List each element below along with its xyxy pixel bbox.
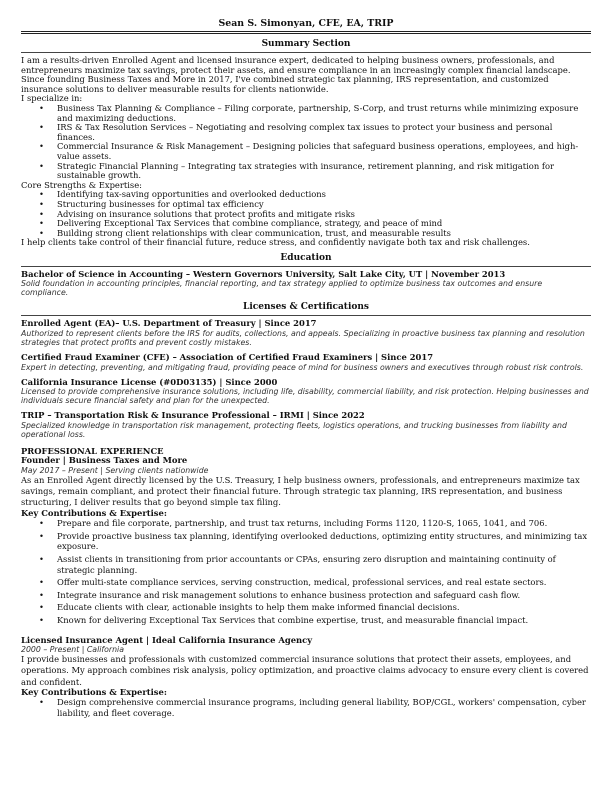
education-divider: [21, 266, 591, 267]
license-note: Expert in detecting, preventing, and mitigating fraud, providing peace of mind for business owners and executives through robust risk controls.: [21, 362, 584, 372]
summary-intro: I am a results-driven Enrolled Agent and licensed insurance expert, dedicated to helping business owners, professionals, and entrepreneurs maximize tax savings, protect their assets, and ensure compliance in an increasingly complex financial landscape. Since founding Business Taxes and More in 2017, I've combined strategic tax planning, IRS representation, and customized insurance solutions to deliver measurable results for clients nationwide.: [21, 55, 571, 94]
contrib-list: [21, 697, 591, 718]
contrib-list: [21, 518, 591, 625]
license-note: Specialized knowledge in transportation risk management, protecting fleets, logistics operations, and trucking businesses from liability and operational loss.: [21, 420, 567, 439]
license-heading: TRIP – Transportation Risk & Insurance Professional – IRMI | Since 2022: [21, 410, 365, 421]
licenses-divider: [21, 315, 591, 316]
job-description: I provide businesses and professionals with customized commercial insurance solutions that protect their assets, employees, and operations. My approach combines risk analysis, policy optimization, and proactive claims advocacy to ensure every client is covered and confident.: [21, 654, 589, 687]
strengths-list: [21, 190, 591, 238]
specialize-list: [21, 104, 591, 181]
list-item: • Commercial Insurance & Risk Management – Designing policies that safeguard business operations, employees, and high-value assets.: [57, 142, 591, 161]
license-heading: California Insurance License (#0D03135) | Since 2000: [21, 376, 278, 387]
specialize-label: I specialize in:: [21, 93, 83, 104]
list-item: • Educate clients with clear, actionable insights to help them make informed financial decisions.: [57, 602, 591, 613]
license-note: Authorized to represent clients before the IRS for audits, collections, and appeals. Specializing in proactive business tax planning and resolution strategies that protect profits and prevent costly mistakes.: [21, 329, 585, 348]
summary-divider: [21, 52, 591, 53]
job-entry: [21, 456, 591, 625]
list-item: • Prepare and file corporate, partnership, and trust tax returns, including Forms 1120, 1120-S, 1065, 1041, and 706.: [57, 518, 591, 529]
degree-heading: Bachelor of Science in Accounting – Western Governors University, Salt Lake City, UT | November 2013: [21, 268, 506, 279]
license-item: [21, 353, 591, 372]
list-item: • Advising on insurance solutions that protect profits and mitigate risks: [57, 210, 591, 220]
education-section-title: Education: [280, 252, 332, 263]
strengths-label: Core Strengths & Expertise:: [21, 179, 143, 190]
job-entry: [21, 636, 591, 719]
job-description: As an Enrolled Agent directly licensed by the U.S. Treasury, I help business owners, professionals, and entrepreneurs maximize tax savings, remain compliant, and protect their financial future. Through strategic tax planning, IRS representation, and business structuring, I deliver results that go beyond simple tax filing.: [21, 475, 580, 508]
degree-note: Solid foundation in accounting principles, financial reporting, and tax strategy applied to optimize business tax outcomes and ensure compliance.: [21, 279, 543, 298]
list-item: • Integrate insurance and risk management solutions to enhance business protection and safeguard cash flow.: [57, 590, 591, 601]
contrib-label: Key Contributions & Expertise:: [21, 507, 167, 518]
list-item: • Strategic Financial Planning – Integrating tax strategies with insurance, retirement planning, and risk mitigation for sustainable growth.: [57, 162, 591, 181]
license-item: [21, 319, 591, 347]
list-item: • Delivering Exceptional Tax Services that combine compliance, strategy, and peace of mind: [57, 219, 591, 229]
contrib-label: Key Contributions & Expertise:: [21, 686, 167, 697]
job-dates: May 2017 – Present | Serving clients nationwide: [21, 466, 209, 476]
list-item: • Provide proactive business tax planning, identifying overlooked deductions, optimizing entity structures, and minimizing tax exposure.: [57, 531, 591, 552]
license-heading: Certified Fraud Examiner (CFE) – Association of Certified Fraud Examiners | Since 2017: [21, 352, 434, 363]
license-item: [21, 378, 591, 406]
license-item: [21, 411, 591, 439]
list-item: • Business Tax Planning & Compliance – Filing corporate, partnership, S-Corp, and trust returns while minimizing exposure and maximizing deductions.: [57, 104, 591, 123]
list-item: • Identifying tax-saving opportunities and overlooked deductions: [57, 190, 591, 200]
job-role: Founder | Business Taxes and More: [21, 455, 188, 466]
list-item: • Assist clients in transitioning from prior accountants or CPAs, ensuring zero disruption and maintaining continuity of strategic planning.: [57, 554, 591, 575]
experience-section-title: PROFESSIONAL EXPERIENCE: [21, 445, 164, 456]
candidate-name: Sean S. Simonyan, CFE, EA, TRIP: [218, 18, 394, 29]
summary-section-title: Summary Section: [261, 39, 351, 49]
job-dates: 2000 – Present | California: [21, 645, 125, 655]
licenses-section-title: Licenses & Certifications: [243, 302, 369, 313]
summary-closing: I help clients take control of their financial future, reduce stress, and confidently navigate both tax and risk challenges.: [21, 237, 530, 248]
license-note: Licensed to provide comprehensive insurance solutions, including life, disability, commercial liability, and risk protection. Helping businesses and individuals secure financial safety and plan for the unexpected.: [21, 387, 589, 406]
list-item: • IRS & Tax Resolution Services – Negotiating and resolving complex tax issues to protect your business and personal finances.: [57, 123, 591, 142]
job-role: Licensed Insurance Agent | Ideal California Insurance Agency: [21, 634, 313, 645]
list-item: • Building strong client relationships with clear communication, trust, and measurable results: [57, 229, 591, 239]
license-heading: Enrolled Agent (EA)– U.S. Department of Treasury | Since 2017: [21, 318, 317, 329]
list-item: • Offer multi-state compliance services, serving construction, medical, professional services, and real estate sectors.: [57, 577, 591, 588]
list-item: • Design comprehensive commercial insurance programs, including general liability, BOP/CGL, workers' compensation, cyber liability, and fleet coverage.: [57, 697, 591, 718]
header-divider: [21, 31, 591, 34]
list-item: • Structuring businesses for optimal tax efficiency: [57, 200, 591, 210]
list-item: • Known for delivering Exceptional Tax Services that combine expertise, trust, and measurable financial impact.: [57, 615, 591, 626]
